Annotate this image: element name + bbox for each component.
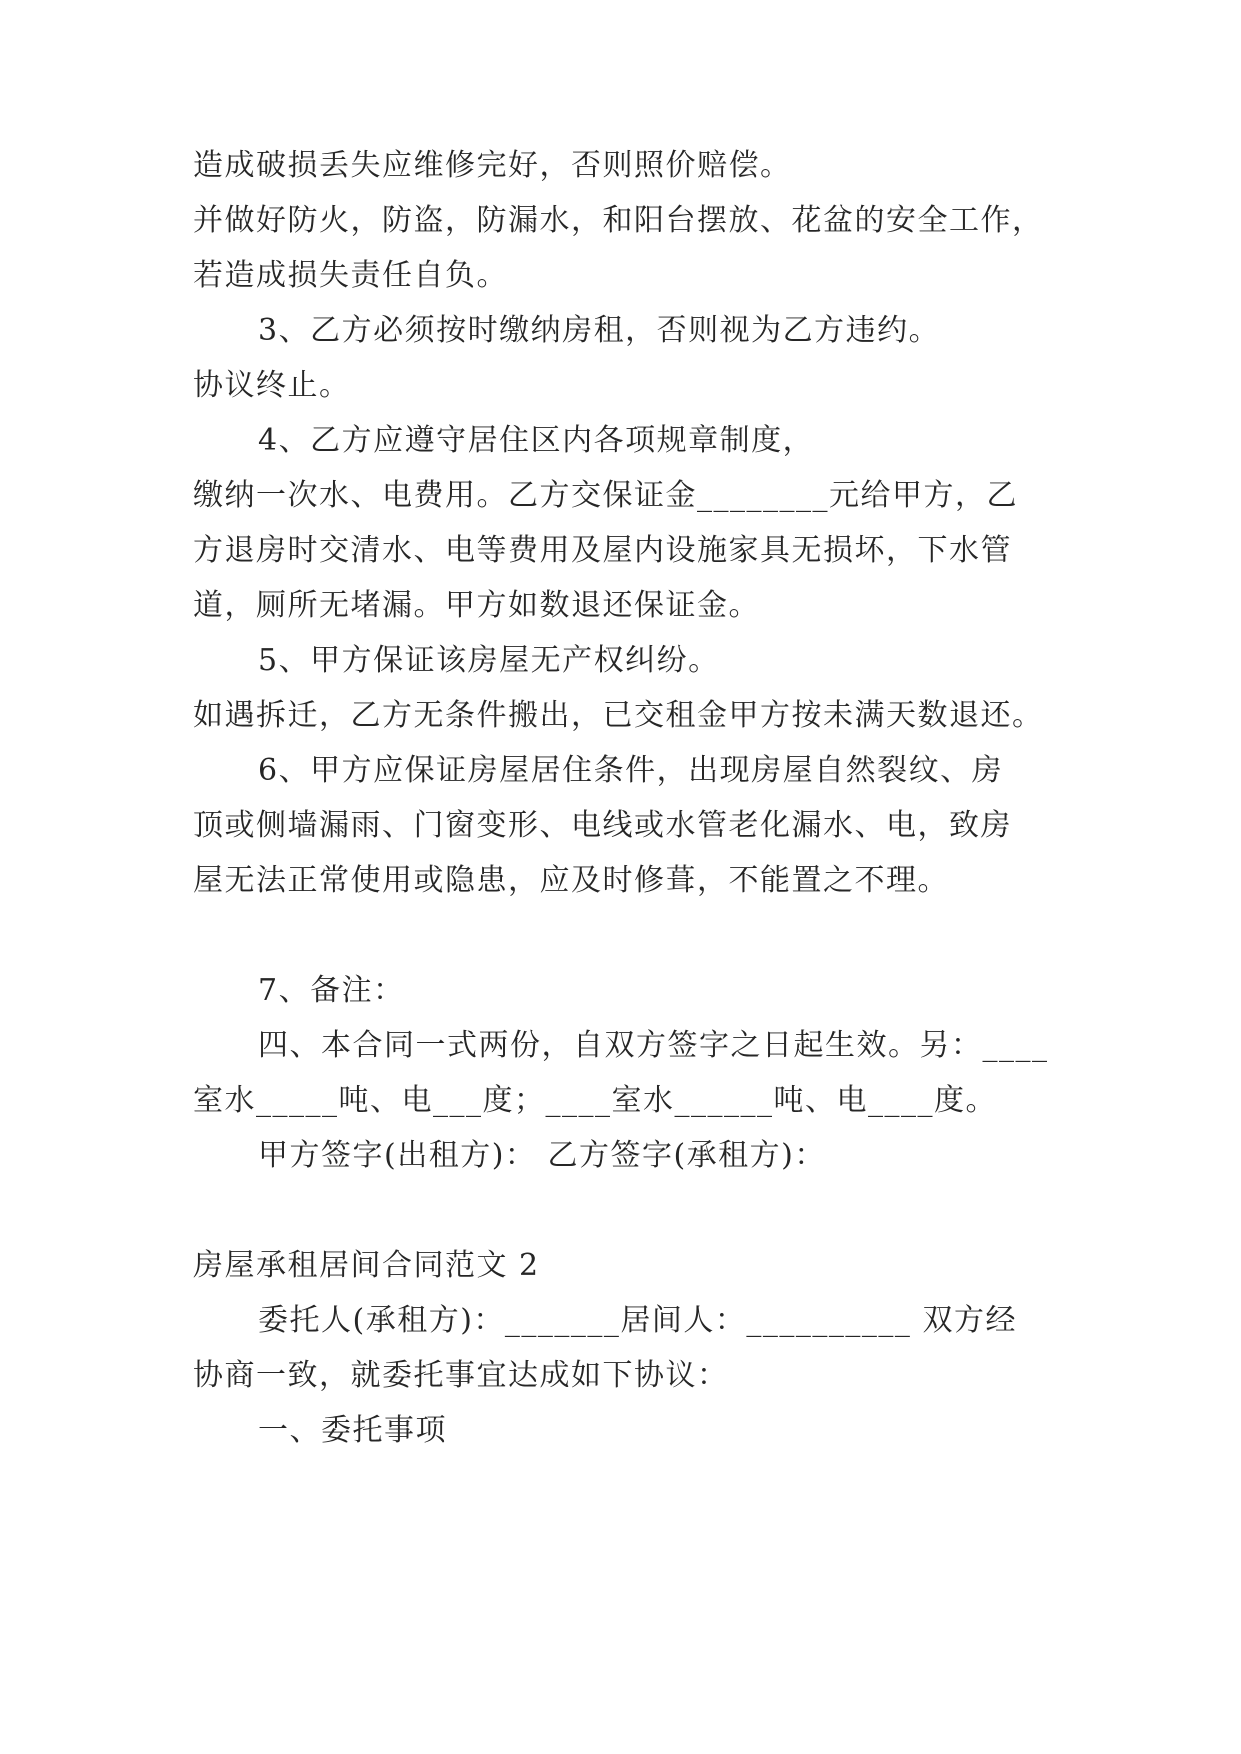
text-line: 协商一致，就委托事宜达成如下协议： <box>193 1358 729 1393</box>
clause-3: 3、乙方必须按时缴纳房租，否则视为乙方违约。 <box>258 313 941 348</box>
clause-5: 5、甲方保证该房屋无产权纠纷。 <box>258 643 720 678</box>
text-line: 协议终止。 <box>193 368 351 403</box>
text-line: 室水_____吨、电___度；____室水______吨、电____度。 <box>193 1083 997 1118</box>
section-title: 房屋承租居间合同范文 2 <box>193 1248 540 1283</box>
text-line: 若造成损失责任自负。 <box>193 258 508 293</box>
text-line: 顶或侧墙漏雨、门窗变形、电线或水管老化漏水、电，致房 <box>193 808 1012 843</box>
text-line: 并做好防火，防盗，防漏水，和阳台摆放、花盆的安全工作， <box>193 203 1044 238</box>
clause-7: 7、备注： <box>258 973 405 1008</box>
text-line: 缴纳一次水、电费用。乙方交保证金________元给甲方，乙 <box>193 478 1018 513</box>
signature-line: 甲方签字(出租方)： 乙方签字(承租方)： <box>258 1138 826 1173</box>
text-line: 屋无法正常使用或隐患，应及时修葺，不能置之不理。 <box>193 863 949 898</box>
clause-4: 4、乙方应遵守居住区内各项规章制度， <box>258 423 815 458</box>
text-line: 道，厕所无堵漏。甲方如数退还保证金。 <box>193 588 760 623</box>
clause-6: 6、甲方应保证房屋居住条件，出现房屋自然裂纹、房 <box>258 753 1004 788</box>
section-heading: 一、委托事项 <box>258 1413 447 1448</box>
parties-line: 委托人(承租方)：_______居间人：__________ 双方经 <box>258 1303 1017 1338</box>
text-line: 如遇拆迁，乙方无条件搬出，已交租金甲方按未满天数退还。 <box>193 698 1044 733</box>
text-line: 造成破损丢失应维修完好，否则照价赔偿。 <box>193 148 792 183</box>
clause-four: 四、本合同一式两份，自双方签字之日起生效。另：____ <box>258 1028 1049 1063</box>
text-line: 方退房时交清水、电等费用及屋内设施家具无损坏，下水管 <box>193 533 1012 568</box>
